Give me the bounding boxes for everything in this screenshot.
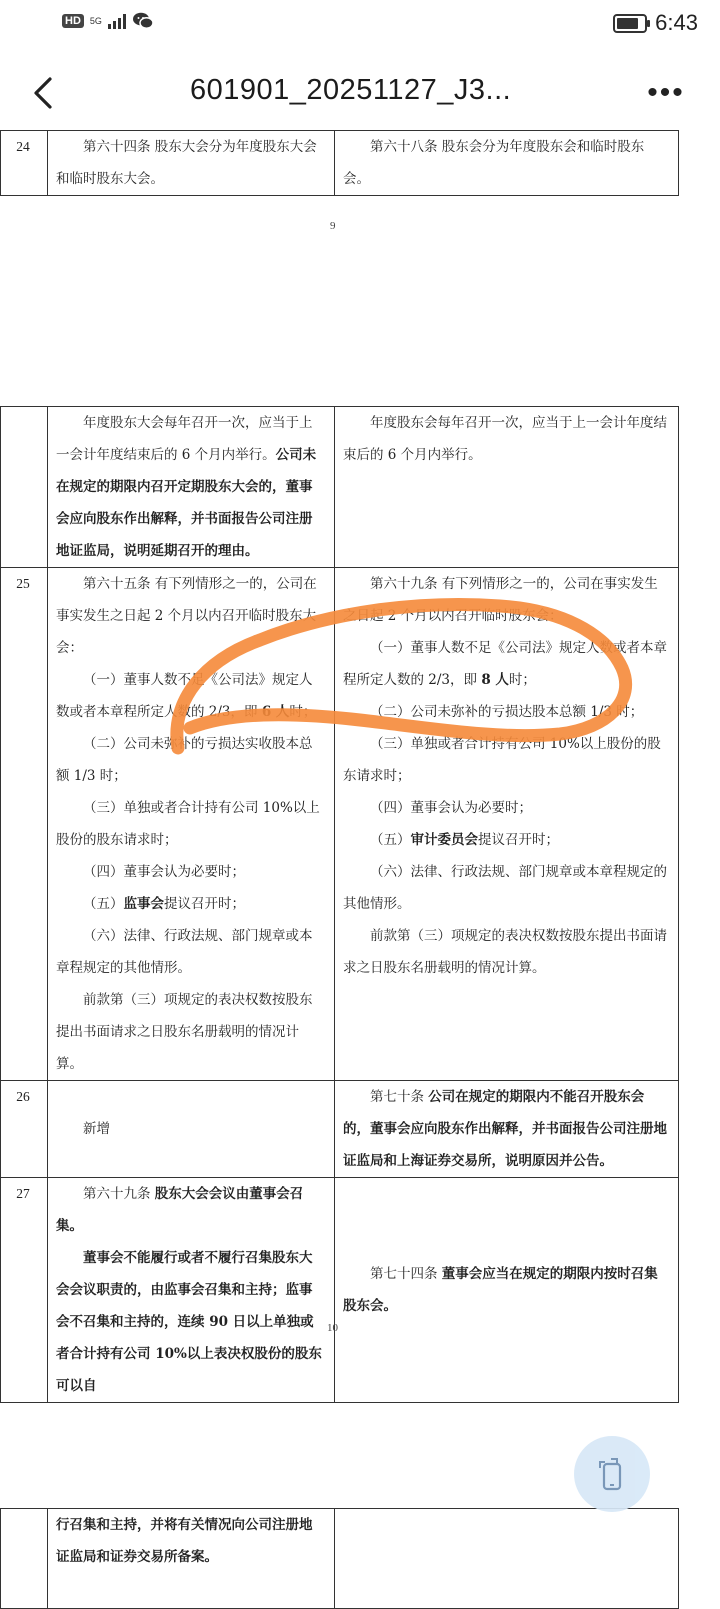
clause-item: （三）单独或者合计持有公司 10%以上股份的股东请求时； <box>56 800 320 848</box>
clause-item <box>56 664 324 728</box>
comparison-table-page10 <box>0 406 679 1403</box>
clause-text <box>343 1258 668 1322</box>
revised-clause <box>335 1081 679 1178</box>
clause-text: 第六十四条 股东大会分为年度股东大会和临时股东大会。 <box>56 139 317 187</box>
item-text: 时； <box>289 704 317 720</box>
clause-bold: 公司在规定的期限内不能召开股东会的，董事会应向股东作出解释，并书面报告公司注册地证监局和上海证券交易所，说明原因并公告。 <box>343 1089 667 1169</box>
original-clause <box>48 131 335 196</box>
clause-text: 年度股东会每年召开一次，应当于上一会计年度结束后的 6 个月内举行。 <box>343 415 667 463</box>
page-number: 9 <box>330 220 336 232</box>
clause-plain: 第七十四条 <box>370 1266 442 1282</box>
original-clause <box>48 1081 335 1178</box>
clause-tail: 前款第（三）项规定的表决权数按股东提出书面请求之日股东名册载明的情况计算。 <box>343 928 667 976</box>
table-row <box>1 131 679 196</box>
item-text: （一）董事人数不足《公司法》规定人数或者本章程所定人数的 2/3，即 <box>56 672 313 720</box>
clause-item: （六）法律、行政法规、部门规章或本章程规定的其他情形。 <box>343 864 667 912</box>
item-text: 提议召开时； <box>164 896 245 912</box>
revised-clause <box>335 131 679 196</box>
clause-item <box>343 632 668 696</box>
revised-clause <box>335 407 679 568</box>
revised-clause <box>335 1509 679 1609</box>
network-label: 5G <box>89 15 102 26</box>
battery-icon <box>613 14 647 33</box>
clause-item: （六）法律、行政法规、部门规章或本章程规定的其他情形。 <box>56 928 313 976</box>
item-text: （五） <box>83 896 124 912</box>
clause-plain: 第六十九条 <box>83 1186 155 1202</box>
clause-bold: 董事会不能履行或者不履行召集股东大会会议职责的，由监事会召集和主持；监事会不召集和主持的，连续 90 日以上单独或者合计持有公司 10%以上表决权股份的股东可以自 <box>56 1250 322 1394</box>
original-clause <box>48 568 335 1081</box>
back-arrow-icon[interactable] <box>28 70 62 116</box>
table-row <box>1 1509 679 1609</box>
clause-item: （二）公司未弥补的亏损达股本总额 1/3 时； <box>370 704 644 720</box>
row-number: 27 <box>1 1178 48 1403</box>
comparison-table-page9 <box>0 130 679 196</box>
clause-item <box>56 888 324 920</box>
clause-plain: 第七十条 <box>370 1089 429 1105</box>
clause-text: 第六十八条 股东会分为年度股东会和临时股东会。 <box>343 139 645 187</box>
table-row <box>1 407 679 568</box>
clause-plain: 年度股东大会每年召开一次，应当于上一会计年度结束后的 6 个月内举行。 <box>56 415 313 463</box>
row-number: 24 <box>1 131 48 196</box>
clause-item: （四）董事会认为必要时； <box>83 864 245 880</box>
status-left <box>62 12 154 30</box>
clause-intro: 第六十九条 有下列情形之一的，公司在事实发生之日起 2 个月以内召开临时股东会： <box>343 576 658 624</box>
title-bar <box>0 48 720 138</box>
clause-bold: 董事会应当在规定的期限内按时召集股东会。 <box>343 1266 658 1314</box>
clause-bold: 行召集和主持，并将有关情况向公司注册地证监局和证券交易所备案。 <box>56 1517 313 1565</box>
original-clause <box>48 1178 335 1403</box>
row-number <box>1 1509 48 1609</box>
phone-rotate-icon <box>593 1455 631 1493</box>
clause-item <box>343 824 668 856</box>
clause-intro: 第六十五条 有下列情形之一的，公司在事实发生之日起 2 个月以内召开临时股东大会： <box>56 576 317 656</box>
clause-item: （二）公司未弥补的亏损达实收股本总额 1/3 时； <box>56 736 313 784</box>
row-number: 26 <box>1 1081 48 1178</box>
rotate-screen-button[interactable] <box>574 1436 650 1512</box>
revised-clause <box>335 1178 679 1403</box>
table-row <box>1 568 679 1081</box>
status-bar <box>0 0 720 48</box>
clause-text <box>56 1178 324 1242</box>
clause-text <box>56 407 324 567</box>
item-bold: 审计委员会 <box>410 832 478 848</box>
original-clause <box>48 1509 335 1609</box>
clock: 6:43 <box>655 10 698 35</box>
signal-icon <box>108 13 126 29</box>
table-row <box>1 1081 679 1178</box>
comparison-table-page11 <box>0 1508 679 1609</box>
clause-tail: 前款第（三）项规定的表决权数按股东提出书面请求之日股东名册载明的情况计算。 <box>56 992 313 1072</box>
original-clause <box>48 407 335 568</box>
wechat-icon <box>132 12 154 30</box>
item-text: 提议召开时； <box>478 832 559 848</box>
hd-badge: HD <box>62 14 84 28</box>
table-row <box>1 1178 679 1403</box>
revised-clause <box>335 568 679 1081</box>
document-title: 601901_20251127_J3... <box>190 74 512 106</box>
status-right <box>613 10 698 36</box>
item-text: （五） <box>370 832 411 848</box>
item-text: 时； <box>508 672 536 688</box>
clause-text <box>56 1509 324 1573</box>
item-text: （一）董事人数不足《公司法》规定人数或者本章程所定人数的 2/3，即 <box>343 640 667 688</box>
more-options-icon[interactable]: ••• <box>647 76 685 109</box>
item-bold: 监事会 <box>123 896 164 912</box>
row-number: 25 <box>1 568 48 1081</box>
clause-text: 新增 <box>83 1121 110 1137</box>
item-bold: 6 人 <box>261 704 290 720</box>
clause-bold: 股东大会会议由董事会召集。 <box>56 1186 304 1234</box>
clause-bold: 公司未在规定的期限内召开定期股东大会的，董事会应向股东作出解释，并书面报告公司注册地证监局，说明延期召开的理由。 <box>56 447 317 559</box>
page-number: 10 <box>327 1322 338 1334</box>
clause-item: （四）董事会认为必要时； <box>370 800 532 816</box>
clause-item: （三）单独或者合计持有公司 10%以上股份的股东请求时； <box>343 736 661 784</box>
row-number <box>1 407 48 568</box>
item-bold: 8 人 <box>481 672 509 688</box>
clause-text <box>343 1081 668 1177</box>
clause-text <box>56 1242 324 1402</box>
